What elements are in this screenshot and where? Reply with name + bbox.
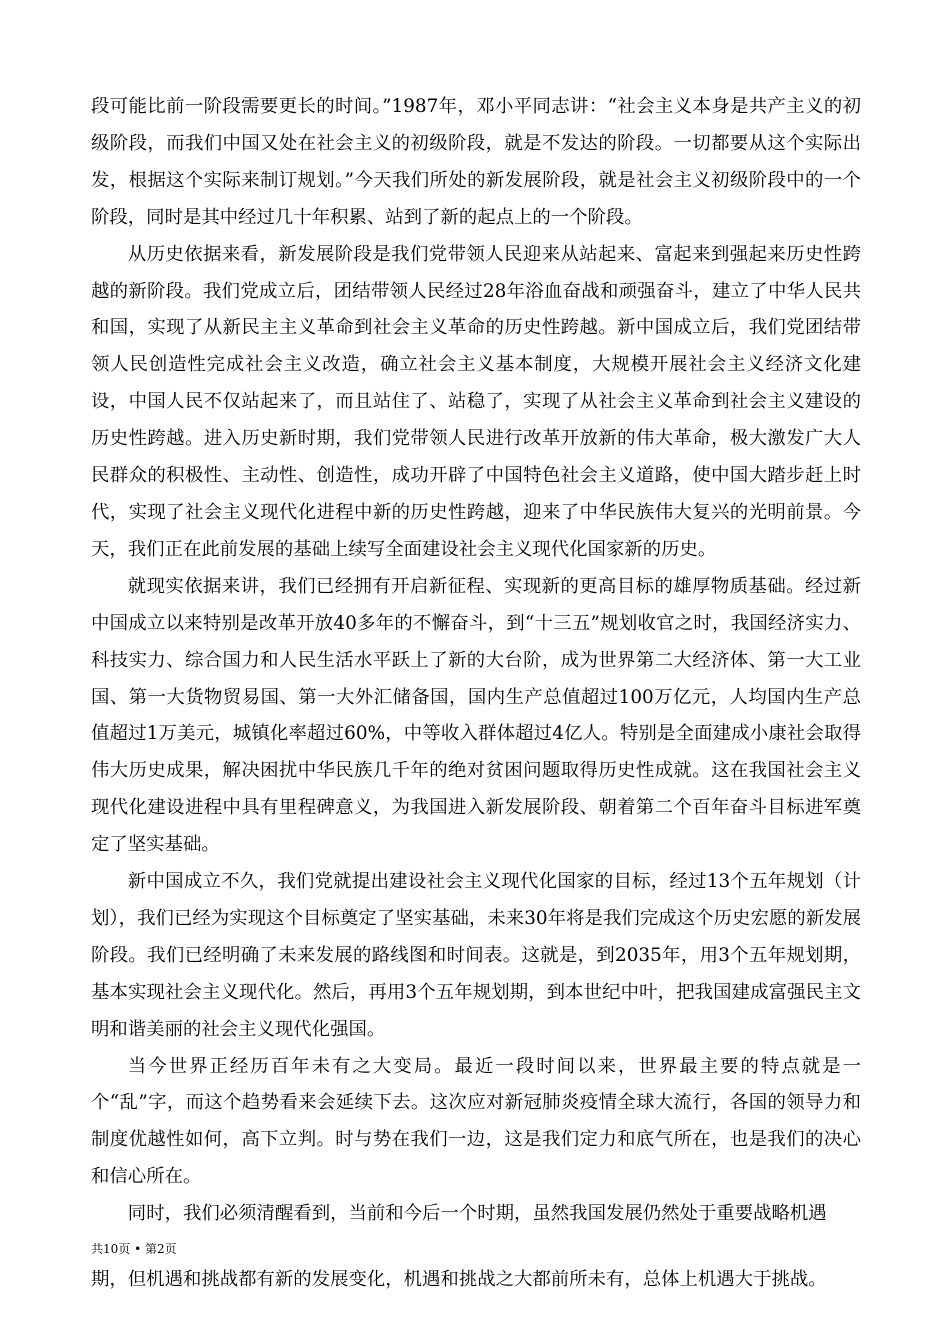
paragraph-6: 同时，我们必须清醒看到，当前和今后一个时期，虽然我国发展仍然处于重要战略机遇: [127, 1203, 827, 1225]
continuation-line: 期，但机遇和挑战都有新的发展变化，机遇和挑战之大都前所未有，总体上机遇大于挑战。: [91, 1269, 827, 1290]
paragraph-2: 从历史依据来看，新发展阶段是我们党带领人民迎来从站起来、富起来到强起来历史性跨越的新阶段。我们党成立后，团结带领人民经过28年浴血奋战和顽强奋斗，建立了中华人民共和国，实现了从新民主主义革命到社会主义革命的历史性跨越。新中国成立后，我们党团结带领人民创造性完成社会主义改造，确立社会主义基本制度，大规模开展社会主义经济文化建设，中国人民不仅站起来了，而且站住了、站稳了，实现了从社会主义革命到社会主义建设的历史性跨越。进入历史新时期，我们党带领人民进行改革开放新的伟大革命，极大激发广大人民群众的积极性、主动性、创造性，成功开辟了中国特色社会主义道路，使中国大踏步赶上时代，实现了社会主义现代化进程中新的历史性跨越，迎来了中华民族伟大复兴的光明前景。今天，我们正在此前发展的基础上续写全面建设社会主义现代化国家新的历史。: [91, 243, 861, 560]
document-body: [91, 89, 861, 1233]
paragraph-1: 段可能比前一阶段需要更长的时间。”1987年，邓小平同志讲：“社会主义本身是共产主义的初级阶段，而我们中国又处在社会主义的初级阶段，就是不发达的阶段。一切都要从这个实际出发，根据这个实际来制订规划。”今天我们所处的新发展阶段，就是社会主义初级阶段中的一个阶段，同时是其中经过几十年积累、站到了新的起点上的一个阶段。: [91, 96, 861, 228]
paragraph-4: 新中国成立不久，我们党就提出建设社会主义现代化国家的目标，经过13个五年规划（计划），我们已经为实现这个目标奠定了坚实基础，未来30年将是我们完成这个历史宏愿的新发展阶段。我们已经明确了未来发展的路线图和时间表。这就是，到2035年，用3个五年规划期，基本实现社会主义现代化。然后，再用3个五年规划期，到本世纪中叶，把我国建成富强民主文明和谐美丽的社会主义现代化强国。: [91, 871, 861, 1040]
paragraph-3: 就现实依据来讲，我们已经拥有开启新征程、实现新的更高目标的雄厚物质基础。经过新中国成立以来特别是改革开放40多年的不懈奋斗，到“十三五”规划收官之时，我国经济实力、科技实力、综合国力和人民生活水平跃上了新的大台阶，成为世界第二大经济体、第一大工业国、第一大货物贸易国、第一大外汇储备国，国内生产总值超过100万亿元，人均国内生产总值超过1万美元，城镇化率超过60%，中等收入群体超过4亿人。特别是全面建成小康社会取得伟大历史成果，解决困扰中华民族几千年的绝对贫困问题取得历史性成就。这在我国社会主义现代化建设进程中具有里程碑意义，为我国进入新发展阶段、朝着第二个百年奋斗目标进军奠定了坚实基础。: [91, 575, 861, 856]
page-footer: 共10页 • 第2页: [91, 1242, 177, 1256]
paragraph-5: 当今世界正经历百年未有之大变局。最近一段时间以来，世界最主要的特点就是一个“乱”字，而这个趋势看来会延续下去。这次应对新冠肺炎疫情全球大流行，各国的领导力和制度优越性如何，高下立判。时与势在我们一边，这是我们定力和底气所在，也是我们的决心和信心所在。: [91, 1055, 861, 1188]
